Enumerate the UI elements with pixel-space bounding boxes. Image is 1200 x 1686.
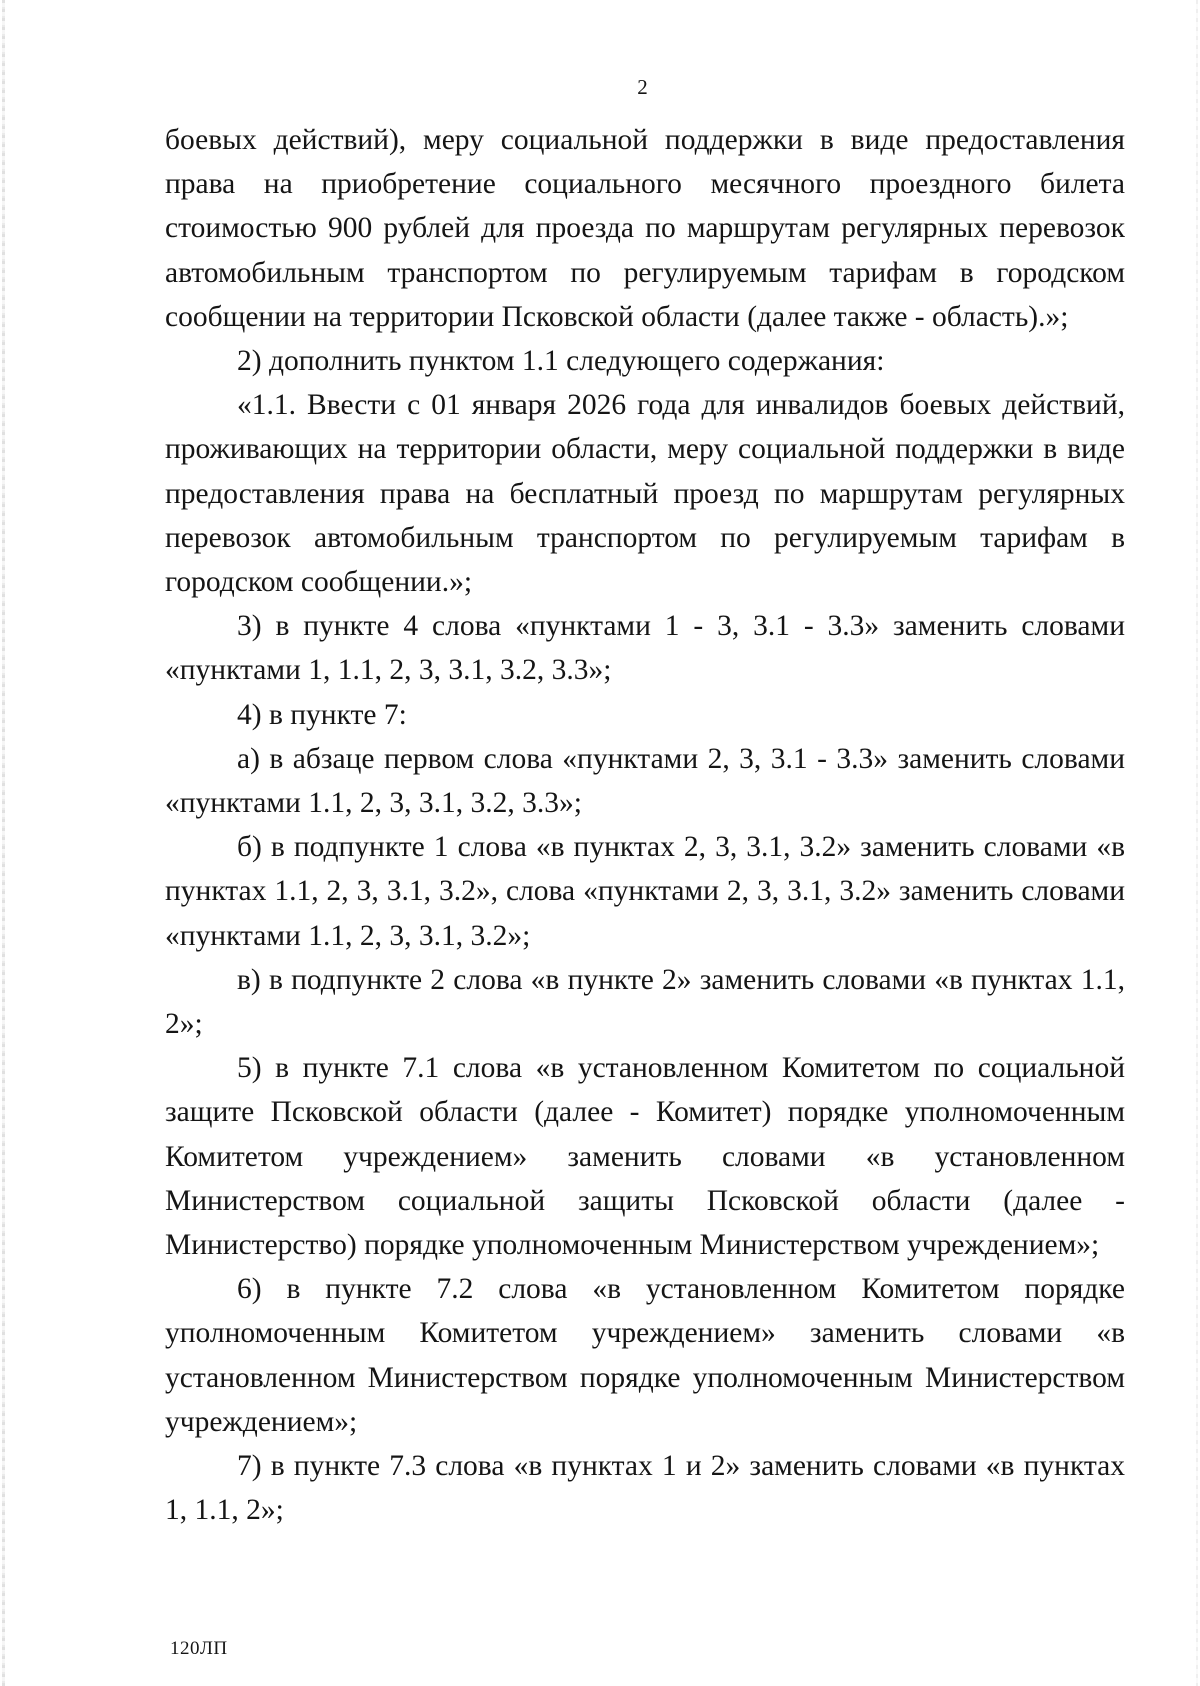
page-number: 2 — [637, 75, 648, 99]
paragraph-item-6: 6) в пункте 7.2 слова «в установленном Комитетом порядке уполномоченным Комитетом учреждением» заменить словами «в установленном Министерством порядке уполномоченным Министерством учреждением»; — [165, 1273, 1125, 1438]
paragraph-item-5: 5) в пункте 7.1 слова «в установленном Комитетом по социальной защите Псковской области (далее - Комитет) порядке уполномоченным Комитетом учреждением» заменить словами «в установленном Министерством социальной защиты Псковской области (далее - Министерство) порядке уполномоченным Министерством учреждением»; — [165, 1052, 1125, 1262]
document-code: 120ЛП — [170, 1638, 228, 1659]
paragraph-item-7: 7) в пункте 7.3 слова «в пунктах 1 и 2» заменить словами «в пунктах 1, 1.1, 2»; — [165, 1450, 1125, 1527]
paragraph-subitem-v: в) в подпункте 2 слова «в пункте 2» заменить словами «в пунктах 1.1, 2»; — [165, 963, 1125, 1041]
paragraph-item-3: 3) в пункте 4 слова «пунктами 1 - 3, 3.1 - 3.3» заменить словами «пунктами 1, 1.1, 2, 3, 3.1, 3.2, 3.3»; — [165, 610, 1125, 687]
scan-left-edge — [2, 0, 5, 1686]
scan-right-edge — [1196, 0, 1198, 1686]
paragraph-subitem-a: а) в абзаце первом слова «пунктами 2, 3, 3.1 - 3.3» заменить словами «пунктами 1.1, 2, 3, 3.1, 3.2, 3.3»; — [165, 742, 1125, 820]
paragraph-continuation: боевых действий), меру социальной поддержки в виде предоставления права на приобретение социального месячного проездного билета стоимостью 900 рублей для проезда по маршрутам регулярных перевозок автомобильным транспортом по регулируемым тарифам в городском сообщении на территории Псковской области (далее также - область).»; — [165, 124, 1125, 333]
document-body — [165, 118, 1125, 1533]
paragraph-item-4: 4) в пункте 7: — [237, 698, 407, 731]
paragraph-subitem-b: б) в подпункте 1 слова «в пунктах 2, 3, 3.1, 3.2» заменить словами «в пунктах 1.1, 2, 3, 3.1, 3.2», слова «пунктами 2, 3, 3.1, 3.2» заменить словами «пунктами 1.1, 2, 3, 3.1, 3.2»; — [165, 831, 1125, 952]
paragraph-item-2: 2) дополнить пунктом 1.1 следующего содержания: — [237, 345, 885, 378]
paragraph-clause-1-1: «1.1. Ввести с 01 января 2026 года для инвалидов боевых действий, проживающих на территории области, меру социальной поддержки в виде предоставления права на бесплатный проезд по маршрутам регулярных перевозок автомобильным транспортом по регулируемым тарифам в городском сообщении.»; — [165, 389, 1125, 599]
